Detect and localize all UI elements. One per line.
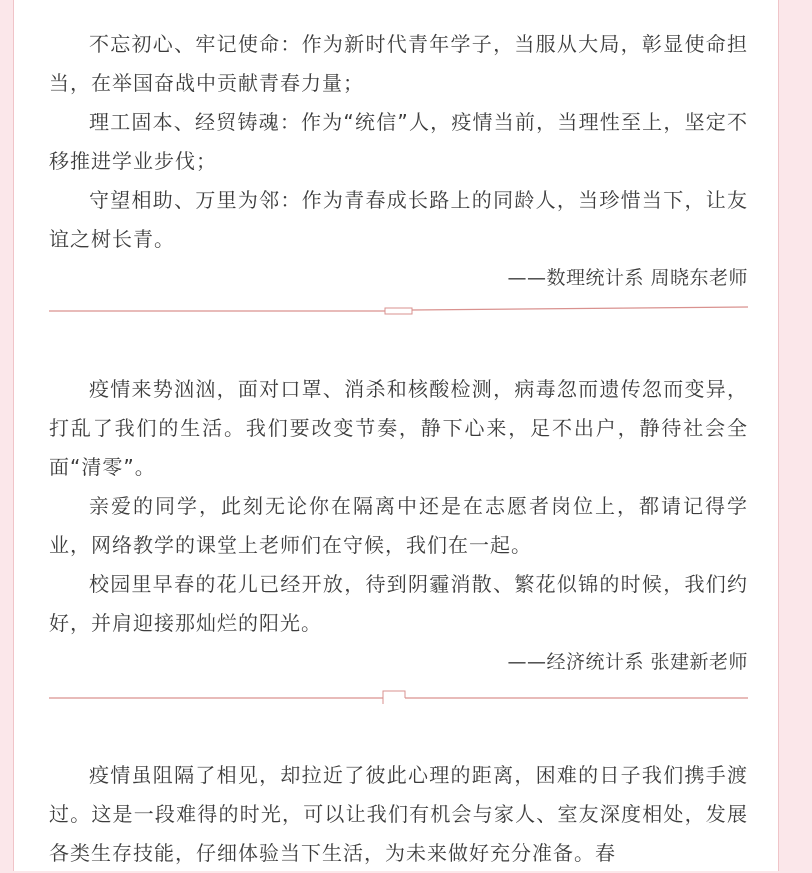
message-section — [49, 756, 748, 873]
paragraph: 亲爱的同学，此刻无论你在隔离中还是在志愿者岗位上，都请记得学业，网络教学的课堂上老师们在守候，我们在一起。 — [49, 494, 748, 557]
paragraph: 校园里早春的花儿已经开放，待到阴霾消散、繁花似锦的时候，我们约好，并肩迎接那灿烂的阳光。 — [49, 572, 748, 635]
paragraph: 理工固本、经贸铸魂：作为“统信”人，疫情当前，当理性至上，坚定不移推进学业步伐； — [49, 110, 748, 173]
article-card — [13, 0, 779, 871]
message-section — [49, 25, 748, 297]
divider-ornament — [49, 303, 748, 319]
paragraph: 不忘初心、牢记使命：作为新时代青年学子，当服从大局，彰显使命担当，在举国奋战中贡献青春力量； — [49, 32, 748, 95]
paragraph: 疫情虽阻隔了相见，却拉近了彼此心理的距离，困难的日子我们携手渡过。这是一段难得的时光，可以让我们有机会与家人、室友深度相处，发展各类生存技能，仔细体验当下生活，为未来做好充分准备。春 — [49, 763, 748, 865]
section-divider — [49, 687, 748, 709]
paragraph: 守望相助、万里为邻：作为青春成长路上的同龄人，当珍惜当下，让友谊之树长青。 — [49, 188, 748, 251]
signature: ——数理统计系 周晓东老师 — [507, 267, 748, 289]
divider-ornament — [49, 687, 748, 705]
article-content — [49, 25, 748, 873]
signature: ——经济统计系 张建新老师 — [507, 651, 748, 673]
paragraph: 疫情来势汹汹，面对口罩、消杀和核酸检测，病毒忽而遗传忽而变异，打乱了我们的生活。我们要改变节奏，静下心来，足不出户，静待社会全面“清零”。 — [49, 377, 748, 479]
section-divider — [49, 303, 748, 325]
message-section — [49, 370, 748, 681]
